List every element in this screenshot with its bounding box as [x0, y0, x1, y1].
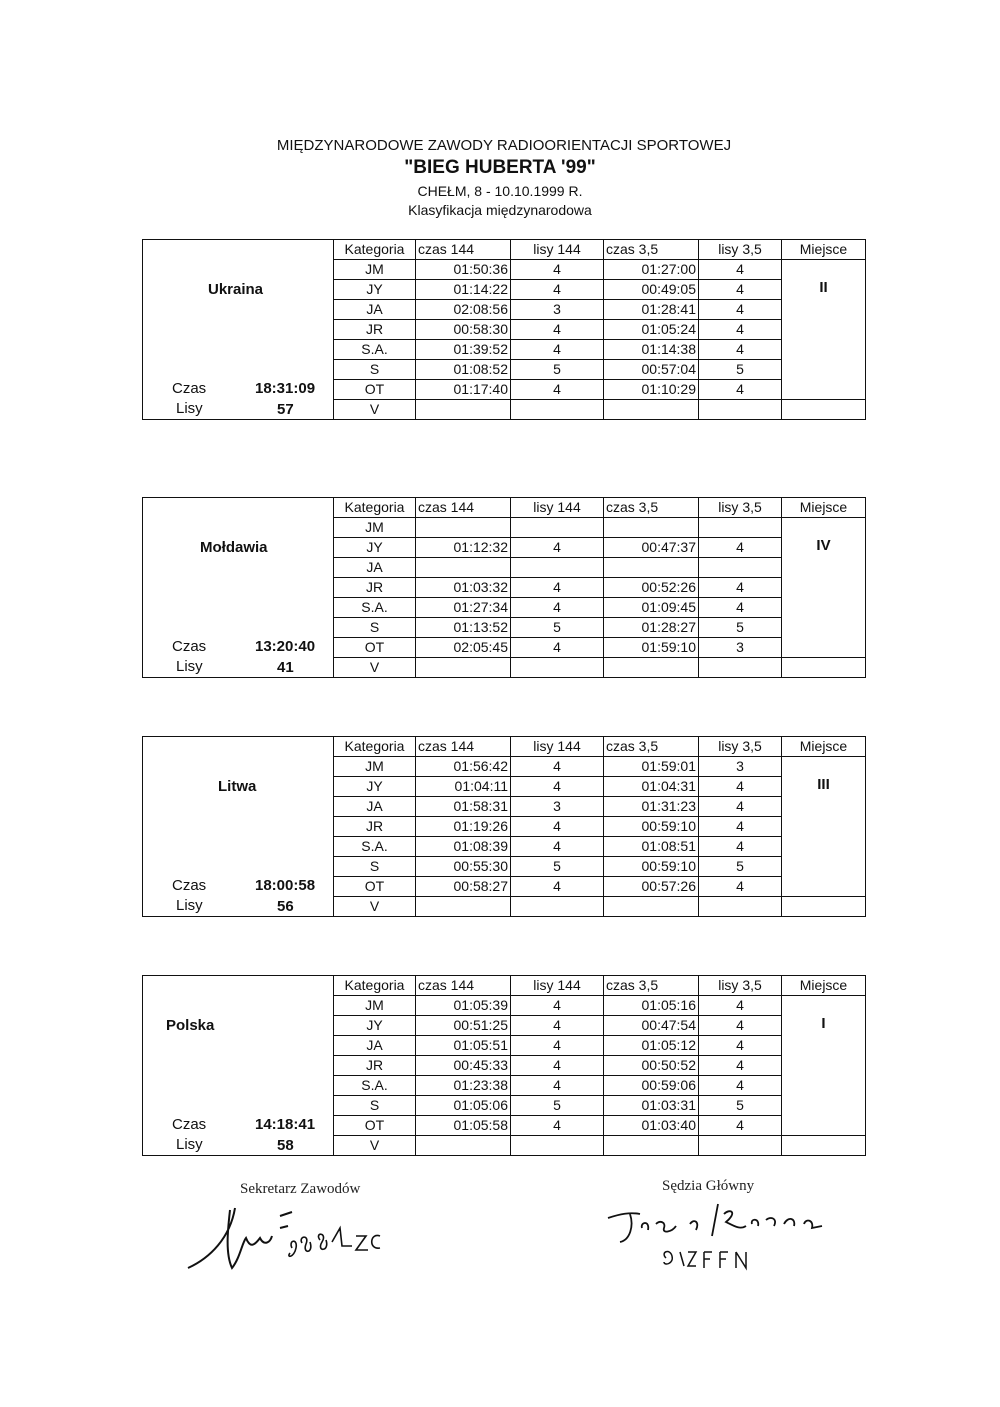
category-cell: S.A.	[334, 837, 416, 857]
place-value: IV	[816, 537, 831, 554]
foxes-35-cell: 4	[699, 877, 782, 897]
column-header: lisy 3,5	[699, 240, 782, 260]
time-144-cell: 01:05:06	[416, 1096, 511, 1116]
time-35-cell: 01:14:38	[604, 340, 699, 360]
time-144-cell: 01:03:32	[416, 578, 511, 598]
total-time-label: Czas	[172, 877, 207, 894]
foxes-144-cell: 4	[511, 1076, 604, 1096]
time-35-cell: 01:27:00	[604, 260, 699, 280]
event-organizer-title: MIĘDZYNARODOWE ZAWODY RADIOORIENTACJI SPORTOWEJ	[276, 137, 732, 154]
time-144-cell	[416, 897, 511, 917]
team-block	[142, 975, 865, 1156]
table-header-row	[143, 737, 866, 757]
foxes-144-cell: 5	[511, 618, 604, 638]
foxes-144-cell: 4	[511, 777, 604, 797]
column-header: lisy 3,5	[699, 737, 782, 757]
foxes-35-cell: 4	[699, 797, 782, 817]
category-cell: JM	[334, 996, 416, 1016]
column-header: Miejsce	[782, 737, 866, 757]
place-value: II	[819, 279, 828, 296]
place-value: I	[821, 1015, 826, 1032]
time-144-cell	[416, 1136, 511, 1156]
time-144-cell: 01:14:22	[416, 280, 511, 300]
place-cell	[782, 996, 866, 1136]
country-name: Ukraina	[208, 281, 264, 298]
time-144-cell: 01:50:36	[416, 260, 511, 280]
place-cell	[782, 260, 866, 400]
time-35-cell: 01:59:01	[604, 757, 699, 777]
time-144-cell: 00:45:33	[416, 1056, 511, 1076]
category-cell: S	[334, 1096, 416, 1116]
foxes-144-cell	[511, 897, 604, 917]
category-cell: JR	[334, 578, 416, 598]
judge-signature	[600, 1196, 850, 1276]
time-144-cell: 01:58:31	[416, 797, 511, 817]
foxes-35-cell: 4	[699, 1076, 782, 1096]
time-35-cell: 01:03:31	[604, 1096, 699, 1116]
country-name: Polska	[166, 1017, 215, 1034]
foxes-35-cell	[699, 658, 782, 678]
time-144-cell: 01:12:32	[416, 538, 511, 558]
foxes-144-cell	[511, 658, 604, 678]
total-time-value: 14:18:41	[255, 1116, 316, 1133]
foxes-35-cell: 4	[699, 817, 782, 837]
total-time-value: 18:00:58	[255, 877, 316, 894]
total-time-label: Czas	[172, 638, 207, 655]
column-header: czas 3,5	[604, 498, 699, 518]
classification-title: Klasyfikacja międzynarodowa	[408, 202, 592, 218]
results-table	[142, 736, 866, 917]
category-cell: OT	[334, 638, 416, 658]
category-cell: JA	[334, 300, 416, 320]
time-144-cell: 01:04:11	[416, 777, 511, 797]
time-144-cell: 01:39:52	[416, 340, 511, 360]
time-144-cell: 01:08:52	[416, 360, 511, 380]
column-header: Miejsce	[782, 976, 866, 996]
foxes-144-cell: 5	[511, 360, 604, 380]
table-header-row	[143, 240, 866, 260]
foxes-35-cell: 4	[699, 300, 782, 320]
foxes-35-cell: 4	[699, 1056, 782, 1076]
category-cell: JR	[334, 817, 416, 837]
foxes-35-cell: 4	[699, 837, 782, 857]
column-header: Miejsce	[782, 240, 866, 260]
time-144-cell: 00:55:30	[416, 857, 511, 877]
time-35-cell: 01:03:40	[604, 1116, 699, 1136]
foxes-35-cell: 4	[699, 1016, 782, 1036]
country-name: Litwa	[218, 778, 257, 795]
foxes-35-cell: 3	[699, 638, 782, 658]
category-cell: JM	[334, 757, 416, 777]
time-144-cell: 00:58:27	[416, 877, 511, 897]
secretary-signature	[180, 1198, 400, 1278]
column-header: czas 3,5	[604, 976, 699, 996]
place-cell	[782, 757, 866, 897]
time-144-cell: 00:51:25	[416, 1016, 511, 1036]
total-foxes-label: Lisy	[176, 1136, 203, 1153]
foxes-144-cell: 4	[511, 877, 604, 897]
place-empty-cell	[782, 1136, 866, 1156]
place-empty-cell	[782, 897, 866, 917]
category-cell: JM	[334, 518, 416, 538]
team-block	[142, 239, 865, 420]
column-header: Kategoria	[334, 240, 416, 260]
time-35-cell: 01:08:51	[604, 837, 699, 857]
time-35-cell: 00:59:06	[604, 1076, 699, 1096]
foxes-35-cell	[699, 1136, 782, 1156]
time-35-cell: 00:49:05	[604, 280, 699, 300]
time-35-cell: 00:50:52	[604, 1056, 699, 1076]
foxes-35-cell: 4	[699, 578, 782, 598]
time-144-cell	[416, 658, 511, 678]
results-table	[142, 239, 866, 420]
foxes-35-cell: 5	[699, 857, 782, 877]
foxes-144-cell: 4	[511, 1036, 604, 1056]
column-header: Kategoria	[334, 737, 416, 757]
foxes-35-cell	[699, 400, 782, 420]
foxes-35-cell: 4	[699, 260, 782, 280]
category-cell: OT	[334, 1116, 416, 1136]
results-table	[142, 975, 866, 1156]
foxes-35-cell: 4	[699, 996, 782, 1016]
time-35-cell: 00:52:26	[604, 578, 699, 598]
time-35-cell: 00:59:10	[604, 817, 699, 837]
time-35-cell: 01:31:23	[604, 797, 699, 817]
category-cell: JA	[334, 1036, 416, 1056]
time-144-cell: 01:08:39	[416, 837, 511, 857]
total-time-value: 13:20:40	[255, 638, 316, 655]
total-time-value: 18:31:09	[255, 380, 316, 397]
foxes-144-cell: 4	[511, 837, 604, 857]
foxes-144-cell: 4	[511, 578, 604, 598]
category-cell: V	[334, 400, 416, 420]
time-144-cell: 01:05:58	[416, 1116, 511, 1136]
foxes-35-cell	[699, 518, 782, 538]
foxes-144-cell: 4	[511, 280, 604, 300]
foxes-144-cell: 3	[511, 797, 604, 817]
total-foxes-value: 41	[277, 659, 294, 676]
time-35-cell: 01:28:27	[604, 618, 699, 638]
time-35-cell: 01:04:31	[604, 777, 699, 797]
column-header: czas 144	[416, 737, 511, 757]
category-cell: JY	[334, 280, 416, 300]
foxes-35-cell: 4	[699, 320, 782, 340]
foxes-144-cell	[511, 1136, 604, 1156]
document-header	[0, 136, 1000, 220]
time-35-cell: 01:28:41	[604, 300, 699, 320]
category-cell: V	[334, 897, 416, 917]
time-144-cell: 01:23:38	[416, 1076, 511, 1096]
time-35-cell: 01:09:45	[604, 598, 699, 618]
total-foxes-value: 58	[277, 1137, 294, 1154]
time-144-cell: 01:27:34	[416, 598, 511, 618]
column-header: Kategoria	[334, 498, 416, 518]
time-35-cell: 00:47:54	[604, 1016, 699, 1036]
time-35-cell: 00:57:04	[604, 360, 699, 380]
time-35-cell: 01:05:12	[604, 1036, 699, 1056]
foxes-35-cell: 4	[699, 598, 782, 618]
foxes-144-cell: 4	[511, 380, 604, 400]
time-144-cell: 01:05:39	[416, 996, 511, 1016]
place-empty-cell	[782, 400, 866, 420]
team-block	[142, 736, 865, 917]
time-35-cell	[604, 658, 699, 678]
foxes-144-cell: 4	[511, 260, 604, 280]
time-35-cell	[604, 558, 699, 578]
foxes-35-cell: 4	[699, 538, 782, 558]
place-cell	[782, 518, 866, 658]
column-header: czas 3,5	[604, 240, 699, 260]
category-cell: JY	[334, 538, 416, 558]
foxes-35-cell	[699, 897, 782, 917]
category-cell: JY	[334, 1016, 416, 1036]
foxes-144-cell	[511, 518, 604, 538]
secretary-label: Sekretarz Zawodów	[240, 1181, 361, 1197]
foxes-144-cell: 5	[511, 1096, 604, 1116]
time-35-cell: 01:10:29	[604, 380, 699, 400]
foxes-144-cell: 3	[511, 300, 604, 320]
country-name: Mołdawia	[200, 539, 268, 556]
time-144-cell: 02:08:56	[416, 300, 511, 320]
foxes-35-cell: 4	[699, 280, 782, 300]
time-35-cell: 00:59:10	[604, 857, 699, 877]
column-header: czas 144	[416, 976, 511, 996]
category-cell: V	[334, 658, 416, 678]
time-144-cell: 00:58:30	[416, 320, 511, 340]
foxes-144-cell: 4	[511, 817, 604, 837]
time-35-cell: 00:47:37	[604, 538, 699, 558]
foxes-35-cell: 5	[699, 618, 782, 638]
time-144-cell: 01:19:26	[416, 817, 511, 837]
category-cell: S	[334, 618, 416, 638]
team-block	[142, 497, 865, 678]
total-foxes-label: Lisy	[176, 400, 203, 417]
column-header: czas 144	[416, 498, 511, 518]
event-name: "BIEG HUBERTA '99"	[404, 157, 596, 178]
column-header: lisy 144	[511, 976, 604, 996]
column-header: lisy 3,5	[699, 498, 782, 518]
category-cell: S.A.	[334, 1076, 416, 1096]
foxes-144-cell: 4	[511, 638, 604, 658]
category-cell: JR	[334, 1056, 416, 1076]
place-value: III	[817, 776, 830, 793]
column-header: lisy 144	[511, 737, 604, 757]
foxes-35-cell: 4	[699, 1116, 782, 1136]
category-cell: S	[334, 857, 416, 877]
time-144-cell	[416, 400, 511, 420]
foxes-144-cell: 4	[511, 757, 604, 777]
category-cell: JM	[334, 260, 416, 280]
foxes-35-cell: 4	[699, 380, 782, 400]
time-144-cell	[416, 518, 511, 538]
category-cell: OT	[334, 877, 416, 897]
column-header: czas 3,5	[604, 737, 699, 757]
category-cell: S.A.	[334, 598, 416, 618]
column-header: Kategoria	[334, 976, 416, 996]
results-table	[142, 497, 866, 678]
total-foxes-label: Lisy	[176, 658, 203, 675]
time-35-cell: 01:05:24	[604, 320, 699, 340]
category-cell: S.A.	[334, 340, 416, 360]
category-cell: JA	[334, 558, 416, 578]
foxes-35-cell: 5	[699, 360, 782, 380]
judge-label: Sędzia Główny	[662, 1178, 755, 1194]
table-header-row	[143, 976, 866, 996]
time-35-cell	[604, 897, 699, 917]
foxes-35-cell: 3	[699, 757, 782, 777]
column-header: czas 144	[416, 240, 511, 260]
time-35-cell	[604, 1136, 699, 1156]
foxes-144-cell: 4	[511, 996, 604, 1016]
place-empty-cell	[782, 658, 866, 678]
time-35-cell	[604, 518, 699, 538]
foxes-35-cell: 4	[699, 777, 782, 797]
foxes-144-cell	[511, 400, 604, 420]
time-35-cell	[604, 400, 699, 420]
foxes-144-cell	[511, 558, 604, 578]
foxes-144-cell: 4	[511, 1016, 604, 1036]
category-cell: S	[334, 360, 416, 380]
time-144-cell: 01:13:52	[416, 618, 511, 638]
foxes-144-cell: 4	[511, 320, 604, 340]
category-cell: OT	[334, 380, 416, 400]
foxes-35-cell: 4	[699, 1036, 782, 1056]
column-header: lisy 3,5	[699, 976, 782, 996]
event-location-date: CHEŁM, 8 - 10.10.1999 R.	[417, 183, 583, 199]
total-foxes-value: 57	[277, 401, 294, 418]
category-cell: JR	[334, 320, 416, 340]
foxes-144-cell: 4	[511, 340, 604, 360]
time-144-cell: 01:05:51	[416, 1036, 511, 1056]
total-time-label: Czas	[172, 1116, 207, 1133]
time-35-cell: 01:05:16	[604, 996, 699, 1016]
category-cell: JY	[334, 777, 416, 797]
column-header: lisy 144	[511, 240, 604, 260]
category-cell: JA	[334, 797, 416, 817]
foxes-144-cell: 4	[511, 1056, 604, 1076]
total-foxes-label: Lisy	[176, 897, 203, 914]
time-144-cell: 02:05:45	[416, 638, 511, 658]
time-144-cell	[416, 558, 511, 578]
total-foxes-value: 56	[277, 898, 294, 915]
foxes-35-cell	[699, 558, 782, 578]
table-header-row	[143, 498, 866, 518]
time-35-cell: 00:57:26	[604, 877, 699, 897]
foxes-35-cell: 4	[699, 340, 782, 360]
foxes-144-cell: 4	[511, 1116, 604, 1136]
foxes-144-cell: 4	[511, 598, 604, 618]
foxes-144-cell: 4	[511, 538, 604, 558]
column-header: lisy 144	[511, 498, 604, 518]
foxes-35-cell: 5	[699, 1096, 782, 1116]
total-time-label: Czas	[172, 380, 207, 397]
time-144-cell: 01:56:42	[416, 757, 511, 777]
foxes-144-cell: 5	[511, 857, 604, 877]
column-header: Miejsce	[782, 498, 866, 518]
category-cell: V	[334, 1136, 416, 1156]
time-144-cell: 01:17:40	[416, 380, 511, 400]
time-35-cell: 01:59:10	[604, 638, 699, 658]
